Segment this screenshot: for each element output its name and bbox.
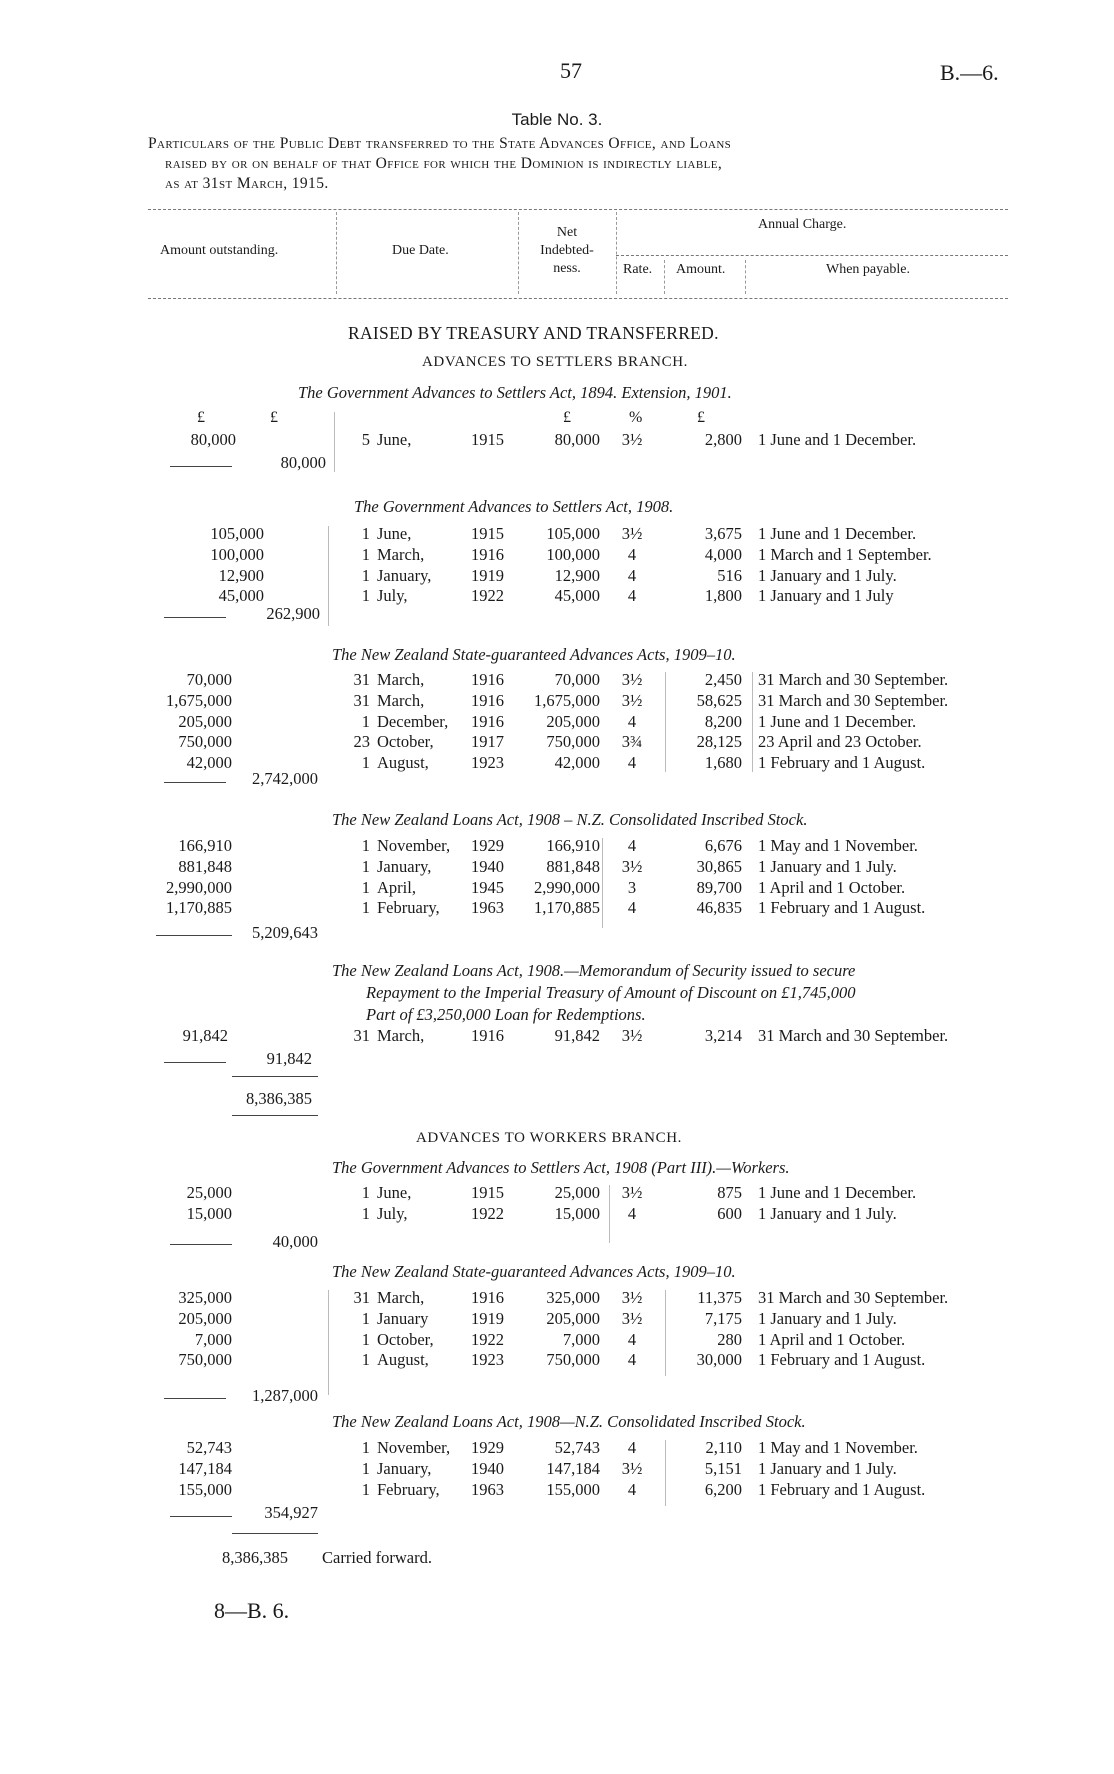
subtitle-line-2: raised by or on behalf of that Office for which the Dominion is indirectly liable, [165,155,723,172]
cell-amount-outstanding: 750,000 [178,732,232,752]
cell-due-month: April, [377,877,416,897]
cell-due-month: June, [377,524,412,543]
cell-due-year: 1945 [471,877,504,897]
cell-due-month: March, [377,670,425,689]
cell-due-year: 1916 [471,711,504,731]
cell-due-month: January, [377,1458,432,1478]
cell-rate: 3½ [621,524,643,543]
unit-pound: £ [563,409,571,426]
act-title: The New Zealand State-guaranteed Advances Acts, 1909–10. [332,645,736,664]
cell-annual-amount: 8,200 [704,711,742,731]
cell-amount-outstanding: 42,000 [186,753,232,773]
cell-when-payable: 1 May and 1 November. [758,1438,918,1457]
cell-annual-amount: 46,835 [696,898,742,918]
col-annual-charge: Annual Charge. [758,217,847,232]
cell-amount-outstanding: 750,000 [178,1350,232,1370]
cell-due-day: 1 [361,836,370,855]
cell-due-year: 1922 [471,1203,504,1223]
cell-amount-outstanding: 70,000 [186,670,232,689]
cell-when-payable: 31 March and 30 September. [758,690,949,710]
cell-when-payable: 1 February and 1 August. [758,1350,926,1370]
cell-due-year: 1916 [471,544,504,564]
cell-due-year: 1963 [471,898,504,918]
cell-net-indebtedness: 105,000 [546,524,600,543]
cell-due-month: March, [377,1026,425,1045]
cell-due-month: August, [377,753,429,773]
cell-due-day: 1 [361,1350,370,1370]
cell-annual-amount: 2,800 [704,430,742,449]
cell-due-month: January, [377,565,432,585]
column-separator [334,412,335,472]
group-subtotal: 2,742,000 [252,769,318,788]
subtotal-rule [164,617,226,618]
cell-amount-outstanding: 325,000 [178,1288,232,1307]
cell-rate: 4 [627,1479,637,1499]
cell-amount-outstanding: 100,000 [210,544,264,564]
group-subtotal: 354,927 [264,1503,318,1522]
cell-due-day: 1 [361,565,370,585]
act-title: The Government Advances to Settlers Act, 1894. Extension, 1901. [298,383,732,402]
cell-amount-outstanding: 205,000 [178,711,232,731]
cell-when-payable: 1 January and 1 July. [758,565,897,585]
cell-due-day: 31 [353,1026,370,1045]
cell-net-indebtedness: 205,000 [546,1308,600,1328]
cell-net-indebtedness: 45,000 [554,586,600,606]
cell-due-month: March, [377,690,425,710]
col-when-payable: When payable. [826,262,910,277]
footer-reference: 8—B. 6. [214,1598,290,1623]
carried-forward-amount: 8,386,385 [222,1548,288,1567]
cell-rate: 4 [627,711,637,731]
cell-amount-outstanding: 25,000 [186,1183,232,1202]
cell-annual-amount: 4,000 [704,544,742,564]
cell-amount-outstanding: 1,675,000 [166,690,232,710]
cell-due-day: 1 [361,711,370,731]
page-number: 57 [560,58,582,83]
cell-rate: 3½ [621,430,643,449]
cell-net-indebtedness: 42,000 [554,753,600,773]
col-amount-outstanding: Amount outstanding. [160,243,279,258]
cell-amount-outstanding: 52,743 [186,1438,232,1457]
cell-due-month: February, [377,898,440,918]
document-reference: B.—6. [940,60,999,85]
cell-due-year: 1915 [471,430,504,449]
cell-annual-amount: 89,700 [696,877,742,897]
cell-due-month: March, [377,1288,425,1307]
cell-rate: 3½ [621,1183,643,1202]
cell-annual-amount: 5,151 [704,1458,742,1478]
cell-rate: 4 [627,1329,637,1349]
cell-due-year: 1940 [471,1458,504,1478]
cell-due-year: 1915 [471,1183,504,1202]
carried-forward-label: Carried forward. [322,1548,432,1567]
cell-annual-amount: 28,125 [696,732,742,752]
cell-due-day: 1 [361,753,370,773]
cell-amount-outstanding: 205,000 [178,1308,232,1328]
total-rule [232,1115,318,1116]
cell-when-payable: 1 January and 1 July. [758,1203,897,1223]
cell-due-day: 1 [361,1308,370,1328]
cell-due-month: July, [377,586,408,606]
cell-due-month: March, [377,544,425,564]
cell-due-month: October, [377,732,434,752]
cell-rate: 3½ [621,856,643,876]
subtotal-rule [164,1398,226,1399]
cell-due-month: February, [377,1479,440,1499]
col-rate: Rate. [623,262,653,277]
subtotal-rule [170,466,232,467]
group-subtotal: 1,287,000 [252,1386,318,1405]
cell-due-month: January [377,1308,429,1328]
unit-pound: £ [697,409,705,426]
cell-due-month: July, [377,1203,408,1223]
cell-due-day: 1 [361,877,370,897]
cell-rate: 3¾ [621,732,643,752]
cell-net-indebtedness: 881,848 [546,856,600,876]
cell-net-indebtedness: 12,900 [554,565,600,585]
cell-due-year: 1922 [471,586,504,606]
cell-due-year: 1929 [471,836,504,855]
cell-net-indebtedness: 1,170,885 [534,898,600,918]
group-subtotal: 91,842 [266,1049,312,1068]
cell-due-day: 31 [353,1288,370,1307]
cell-rate: 3 [627,877,637,897]
cell-due-year: 1963 [471,1479,504,1499]
cell-net-indebtedness: 750,000 [546,732,600,752]
cell-when-payable: 1 January and 1 July. [758,1458,897,1478]
cell-when-payable: 1 April and 1 October. [758,877,906,897]
cell-when-payable: 23 April and 23 October. [758,732,922,752]
cell-rate: 4 [627,544,637,564]
cell-amount-outstanding: 881,848 [178,856,232,876]
cell-rate: 4 [627,898,637,918]
cell-net-indebtedness: 25,000 [554,1183,600,1202]
cell-annual-amount: 7,175 [704,1308,742,1328]
header-divider [616,212,617,294]
cell-due-day: 1 [361,1458,370,1478]
cell-due-month: November, [377,836,451,855]
act-title: The Government Advances to Settlers Act, 1908. [354,497,674,516]
cell-annual-amount: 600 [717,1203,742,1223]
cell-net-indebtedness: 70,000 [554,670,600,689]
cell-annual-amount: 6,200 [704,1479,742,1499]
column-separator [609,1185,610,1243]
total-rule [232,1076,318,1077]
col-net-indebtedness-3: ness. [553,261,581,276]
column-separator [752,672,753,772]
cell-due-day: 1 [361,524,370,543]
section-title: RAISED BY TREASURY AND TRANSFERRED. [348,323,719,343]
act-title-line-2: Repayment to the Imperial Treasury of Amount of Discount on £1,745,000 [366,983,856,1002]
cell-rate: 3½ [621,690,643,710]
cell-annual-amount: 58,625 [696,690,742,710]
cell-annual-amount: 30,865 [696,856,742,876]
cell-due-month: November, [377,1438,451,1457]
cell-annual-amount: 280 [717,1329,742,1349]
header-divider [336,212,337,294]
cell-due-day: 1 [361,1183,370,1202]
cell-amount-outstanding: 155,000 [178,1479,232,1499]
cell-amount-outstanding: 80,000 [190,430,236,449]
cell-annual-amount: 3,214 [704,1026,742,1045]
act-title: The New Zealand Loans Act, 1908 – N.Z. Consolidated Inscribed Stock. [332,810,808,829]
unit-pound: £ [270,409,278,426]
column-separator [602,838,603,928]
cell-net-indebtedness: 52,743 [554,1438,600,1457]
cell-due-year: 1923 [471,753,504,773]
cell-net-indebtedness: 147,184 [546,1458,600,1478]
header-bottom-rule [148,298,1008,299]
cell-net-indebtedness: 7,000 [562,1329,600,1349]
cell-amount-outstanding: 12,900 [218,565,264,585]
subtitle-line-3: as at 31st March, 1915. [165,175,329,192]
cell-due-year: 1917 [471,732,504,752]
cell-annual-amount: 1,680 [704,753,742,773]
cell-net-indebtedness: 91,842 [554,1026,600,1045]
header-divider [664,260,665,294]
cell-due-year: 1922 [471,1329,504,1349]
act-title: The New Zealand Loans Act, 1908—N.Z. Consolidated Inscribed Stock. [332,1412,806,1431]
cell-net-indebtedness: 155,000 [546,1479,600,1499]
cell-due-day: 1 [361,1438,370,1457]
cell-amount-outstanding: 45,000 [218,586,264,606]
cell-rate: 3½ [621,670,643,689]
cell-rate: 3½ [621,1458,643,1478]
cell-due-year: 1915 [471,524,504,543]
cell-annual-amount: 2,110 [705,1438,742,1457]
cell-amount-outstanding: 2,990,000 [166,877,232,897]
cell-rate: 4 [627,836,637,855]
cell-net-indebtedness: 1,675,000 [534,690,600,710]
cell-amount-outstanding: 1,170,885 [166,898,232,918]
unit-pound: £ [197,409,205,426]
branch-total: 8,386,385 [246,1089,312,1108]
cell-amount-outstanding: 7,000 [194,1329,232,1349]
cell-due-month: October, [377,1329,434,1349]
cell-net-indebtedness: 15,000 [554,1203,600,1223]
col-due-date: Due Date. [392,243,449,258]
cell-when-payable: 1 March and 1 September. [758,544,932,564]
cell-due-year: 1940 [471,856,504,876]
cell-when-payable: 1 June and 1 December. [758,524,917,543]
cell-annual-amount: 3,675 [704,524,742,543]
cell-due-day: 31 [353,670,370,689]
cell-when-payable: 1 February and 1 August. [758,898,926,918]
cell-when-payable: 1 February and 1 August. [758,1479,926,1499]
cell-net-indebtedness: 325,000 [546,1288,600,1307]
cell-when-payable: 1 June and 1 December. [758,1183,917,1202]
cell-due-day: 23 [353,732,370,752]
cell-when-payable: 1 January and 1 July. [758,856,897,876]
cell-due-year: 1916 [471,1288,504,1307]
cell-due-month: June, [377,430,412,449]
cell-due-day: 1 [361,544,370,564]
total-rule [232,1533,318,1534]
col-net-indebtedness-2: Indebted- [540,243,594,258]
cell-amount-outstanding: 147,184 [178,1458,232,1478]
cell-net-indebtedness: 80,000 [554,430,600,449]
cell-amount-outstanding: 91,842 [182,1026,228,1045]
group-subtotal: 5,209,643 [252,923,318,942]
cell-due-day: 31 [353,690,370,710]
cell-due-month: January, [377,856,432,876]
cell-rate: 4 [627,565,637,585]
cell-due-day: 1 [361,586,370,606]
cell-net-indebtedness: 205,000 [546,711,600,731]
cell-when-payable: 1 June and 1 December. [758,430,917,449]
cell-due-day: 1 [361,1203,370,1223]
annual-charge-rule [616,255,1008,256]
cell-annual-amount: 875 [717,1183,742,1202]
cell-rate: 4 [627,1350,637,1370]
header-divider [745,260,746,294]
act-title-line-1: The New Zealand Loans Act, 1908.—Memorandum of Security issued to secure [332,961,856,980]
group-subtotal: 80,000 [280,453,326,472]
cell-when-payable: 1 April and 1 October. [758,1329,906,1349]
branch-title-workers: ADVANCES TO WORKERS BRANCH. [416,1130,682,1146]
cell-rate: 3½ [621,1288,643,1307]
cell-when-payable: 1 May and 1 November. [758,836,918,855]
cell-due-day: 1 [361,1479,370,1499]
cell-annual-amount: 30,000 [696,1350,742,1370]
cell-due-year: 1916 [471,1026,504,1045]
act-title-line-3: Part of £3,250,000 Loan for Redemptions. [366,1005,646,1024]
cell-due-day: 1 [361,1329,370,1349]
col-net-indebtedness-1: Net [556,225,578,240]
subtotal-rule [164,782,226,783]
act-title: The New Zealand State-guaranteed Advances Acts, 1909–10. [332,1262,736,1281]
group-subtotal: 40,000 [272,1232,318,1251]
cell-net-indebtedness: 2,990,000 [534,877,600,897]
cell-amount-outstanding: 15,000 [186,1203,232,1223]
cell-annual-amount: 516 [717,565,742,585]
cell-net-indebtedness: 100,000 [546,544,600,564]
cell-due-year: 1919 [471,1308,504,1328]
column-separator [328,1290,329,1395]
cell-rate: 3½ [621,1026,643,1045]
cell-due-year: 1929 [471,1438,504,1457]
group-subtotal: 262,900 [266,604,320,623]
cell-due-month: June, [377,1183,412,1202]
cell-due-month: December, [377,711,449,731]
cell-annual-amount: 1,800 [704,586,742,606]
column-separator [328,526,329,626]
cell-rate: 4 [627,1203,637,1223]
table-title: Table No. 3. [511,110,603,129]
subtitle-line-1: Particulars of the Public Debt transferred to the State Advances Office, and Loans [148,135,732,152]
header-top-rule [148,209,1008,210]
cell-due-month: August, [377,1350,429,1370]
branch-title-settlers: ADVANCES TO SETTLERS BRANCH. [422,354,689,370]
cell-when-payable: 1 January and 1 July [758,586,894,606]
cell-net-indebtedness: 166,910 [546,836,600,855]
cell-annual-amount: 2,450 [704,670,742,689]
cell-rate: 3½ [621,1308,643,1328]
cell-due-day: 1 [361,856,370,876]
cell-when-payable: 31 March and 30 September. [758,1288,949,1307]
cell-amount-outstanding: 166,910 [178,836,232,855]
subtotal-rule [156,935,232,936]
cell-rate: 4 [627,753,637,773]
cell-annual-amount: 6,676 [704,836,742,855]
act-title: The Government Advances to Settlers Act, 1908 (Part III).—Workers. [332,1158,790,1177]
cell-when-payable: 1 June and 1 December. [758,711,917,731]
cell-when-payable: 31 March and 30 September. [758,1026,949,1045]
cell-due-year: 1919 [471,565,504,585]
cell-due-day: 5 [361,430,370,449]
cell-annual-amount: 11,375 [697,1288,742,1307]
cell-rate: 4 [627,586,637,606]
cell-when-payable: 1 February and 1 August. [758,753,926,773]
cell-due-year: 1923 [471,1350,504,1370]
cell-when-payable: 31 March and 30 September. [758,670,949,689]
col-amount: Amount. [676,262,726,277]
cell-amount-outstanding: 105,000 [210,524,264,543]
cell-net-indebtedness: 750,000 [546,1350,600,1370]
cell-due-year: 1916 [471,690,504,710]
cell-when-payable: 1 January and 1 July. [758,1308,897,1328]
cell-due-day: 1 [361,898,370,918]
cell-due-year: 1916 [471,670,504,689]
unit-percent: % [629,409,643,426]
cell-rate: 4 [627,1438,637,1457]
